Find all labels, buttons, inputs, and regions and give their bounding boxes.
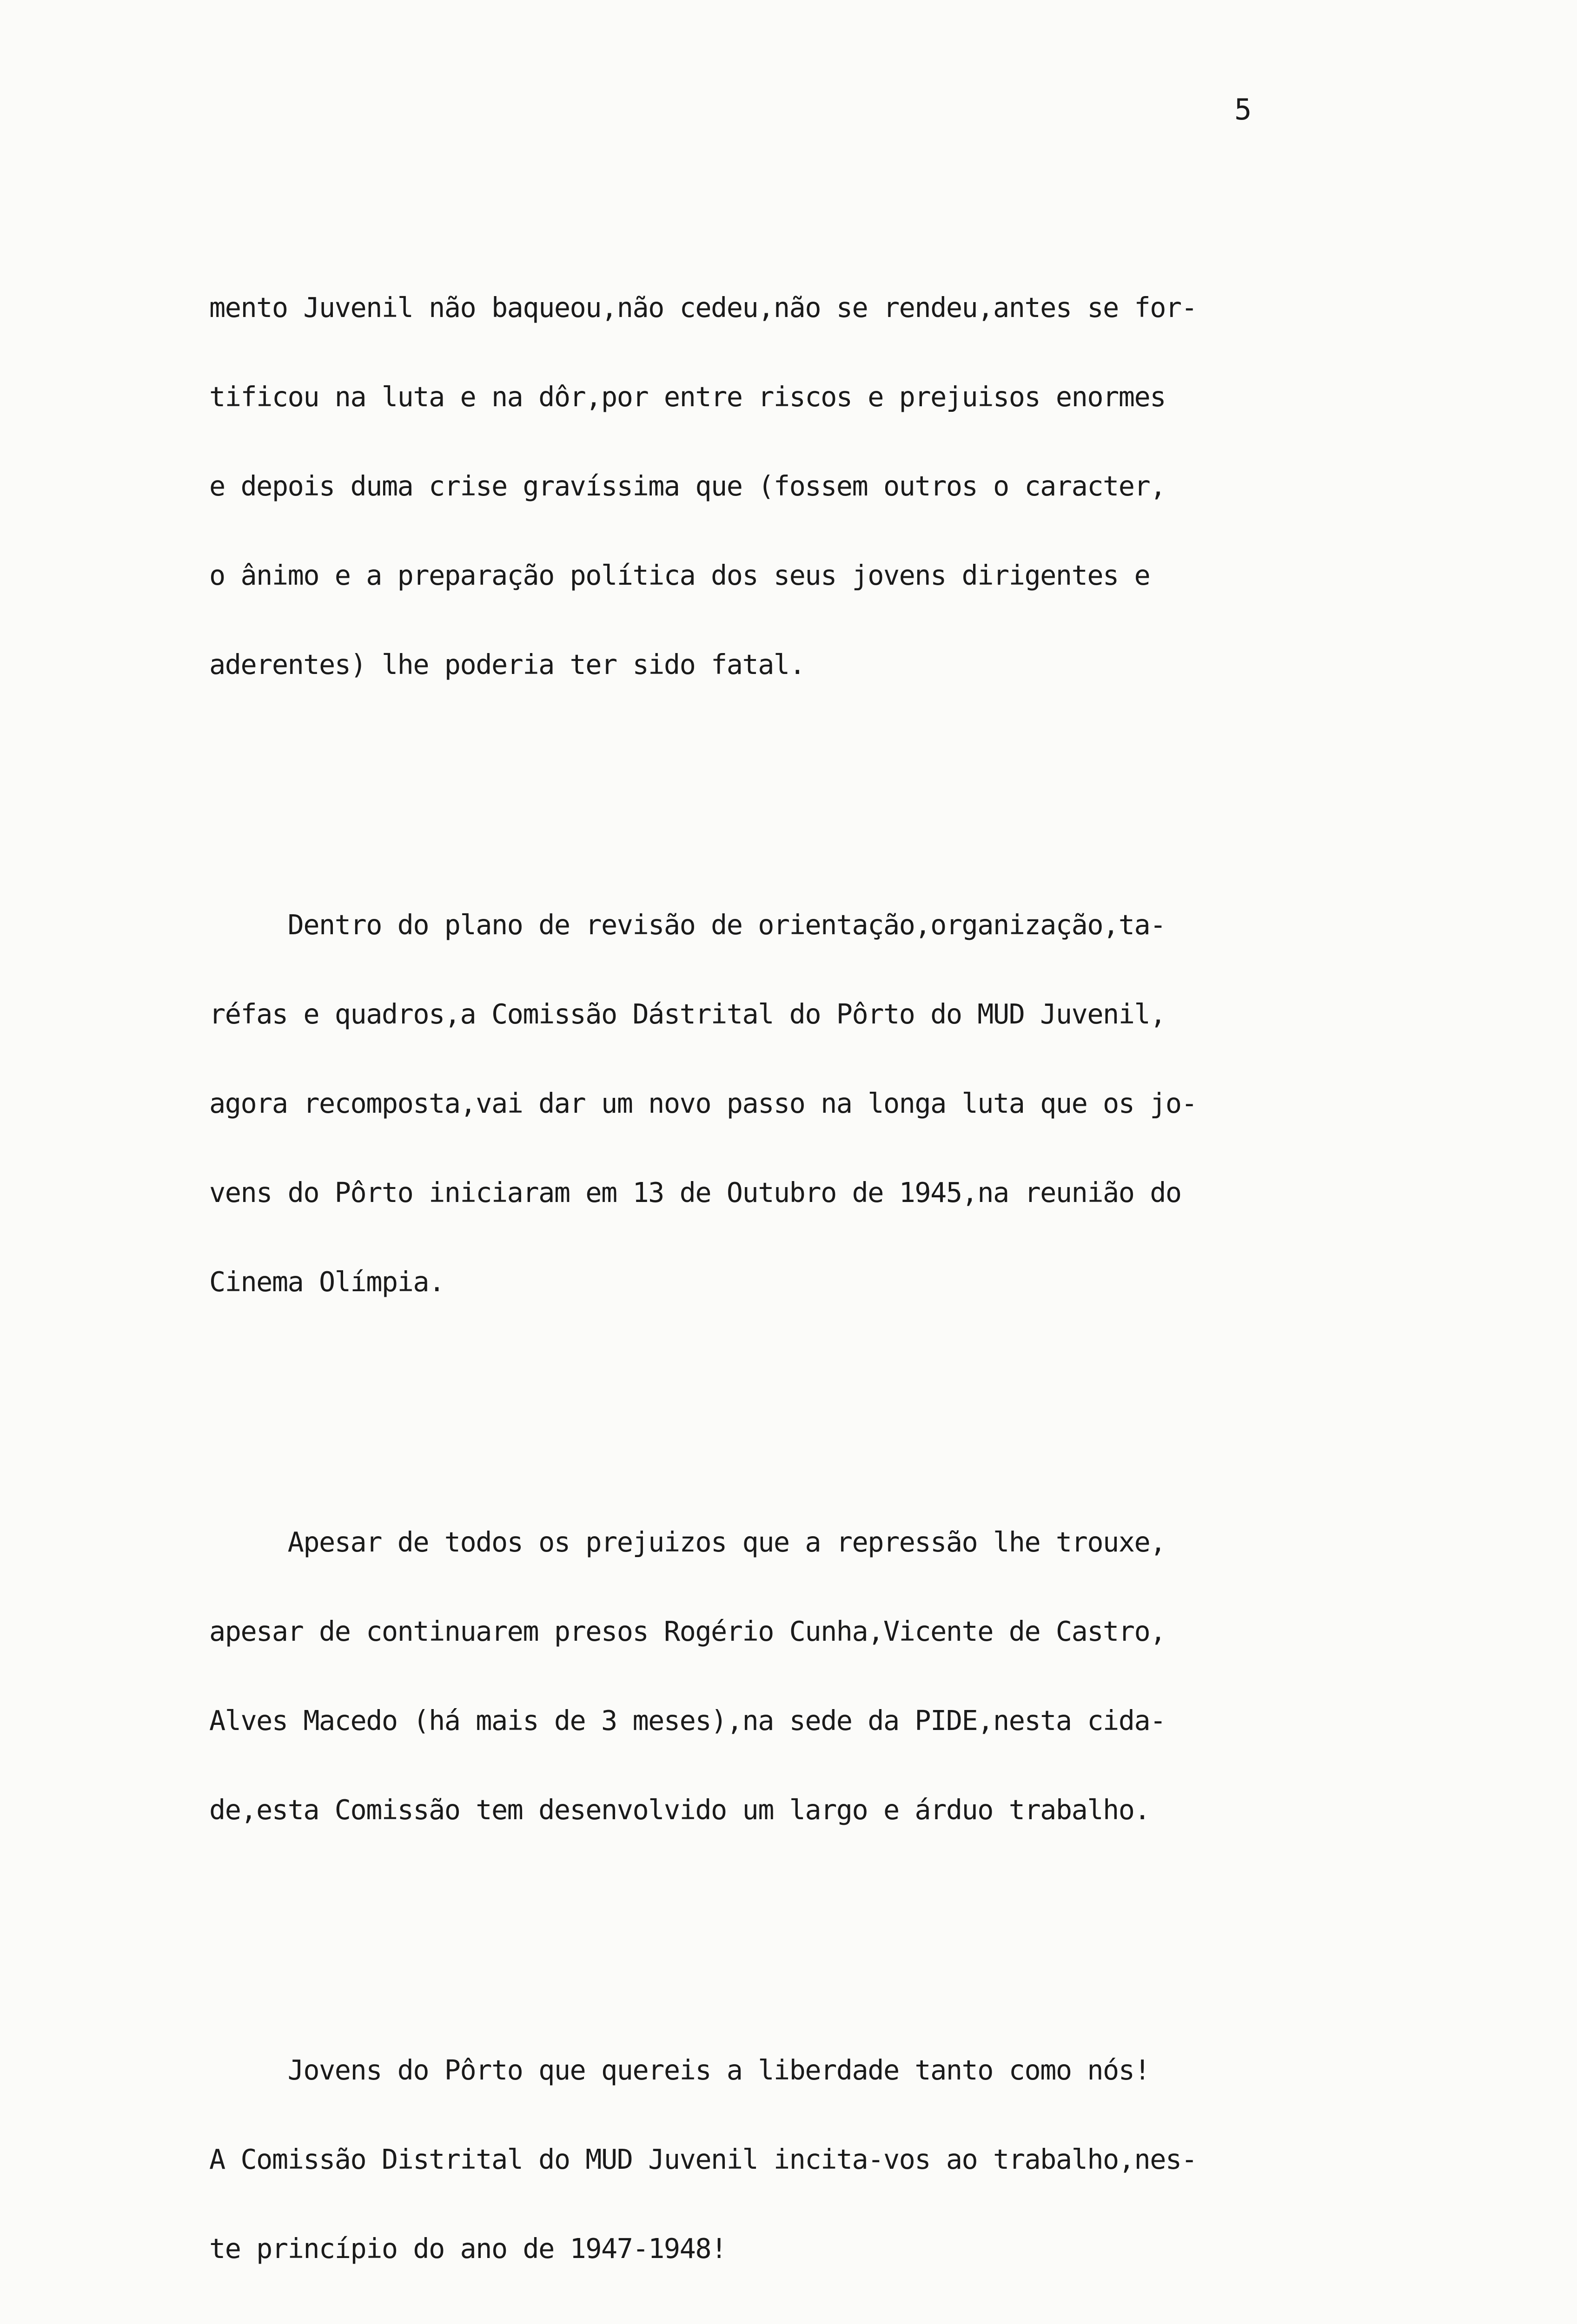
text-line: mento Juvenil não baqueou,não cedeu,não se rendeu,antes se for- <box>209 292 1197 324</box>
text-line: tificou na luta e na dôr,por entre riscos e prejuisos enormes <box>209 381 1166 413</box>
text-line: A Comissão Distrital do MUD Juvenil incita-vos ao trabalho,nes- <box>209 2144 1197 2175</box>
paragraph-4 <box>209 1996 1381 2323</box>
paragraph-3 <box>209 1468 1381 1884</box>
text-line: apesar de continuarem presos Rogério Cunha,Vicente de Castro, <box>209 1616 1166 1647</box>
paragraph-2 <box>209 851 1381 1356</box>
text-line: te princípio do ano de 1947-1948! <box>209 2233 727 2265</box>
text-line: Dentro do plano de revisão de orientação,organização,ta- <box>209 909 1166 941</box>
text-line: e depois duma crise gravíssima que (fossem outros o caracter, <box>209 470 1166 502</box>
text-line: réfas e quadros,a Comissão Dástrital do Pôrto do MUD Juvenil, <box>209 998 1166 1030</box>
document-body <box>209 144 1381 2324</box>
page-number: 5 <box>1234 92 1252 126</box>
text-line: agora recomposta,vai dar um novo passo na longa luta que os jo- <box>209 1088 1197 1119</box>
text-line: Alves Macedo (há mais de 3 meses),na sede da PIDE,nesta cida- <box>209 1705 1166 1736</box>
text-line: vens do Pôrto iniciaram em 13 de Outubro de 1945,na reunião do <box>209 1177 1181 1208</box>
text-line: Cinema Olímpia. <box>209 1266 444 1298</box>
text-line: o ânimo e a preparação política dos seus jovens dirigentes e <box>209 560 1150 591</box>
paragraph-1 <box>209 233 1381 739</box>
text-line: de,esta Comissão tem desenvolvido um largo e árduo trabalho. <box>209 1794 1150 1826</box>
text-line: Apesar de todos os prejuizos que a repressão lhe trouxe, <box>209 1526 1166 1558</box>
text-line: Jovens do Pôrto que quereis a liberdade tanto como nós! <box>209 2054 1150 2086</box>
text-line: aderentes) lhe poderia ter sido fatal. <box>209 649 805 680</box>
